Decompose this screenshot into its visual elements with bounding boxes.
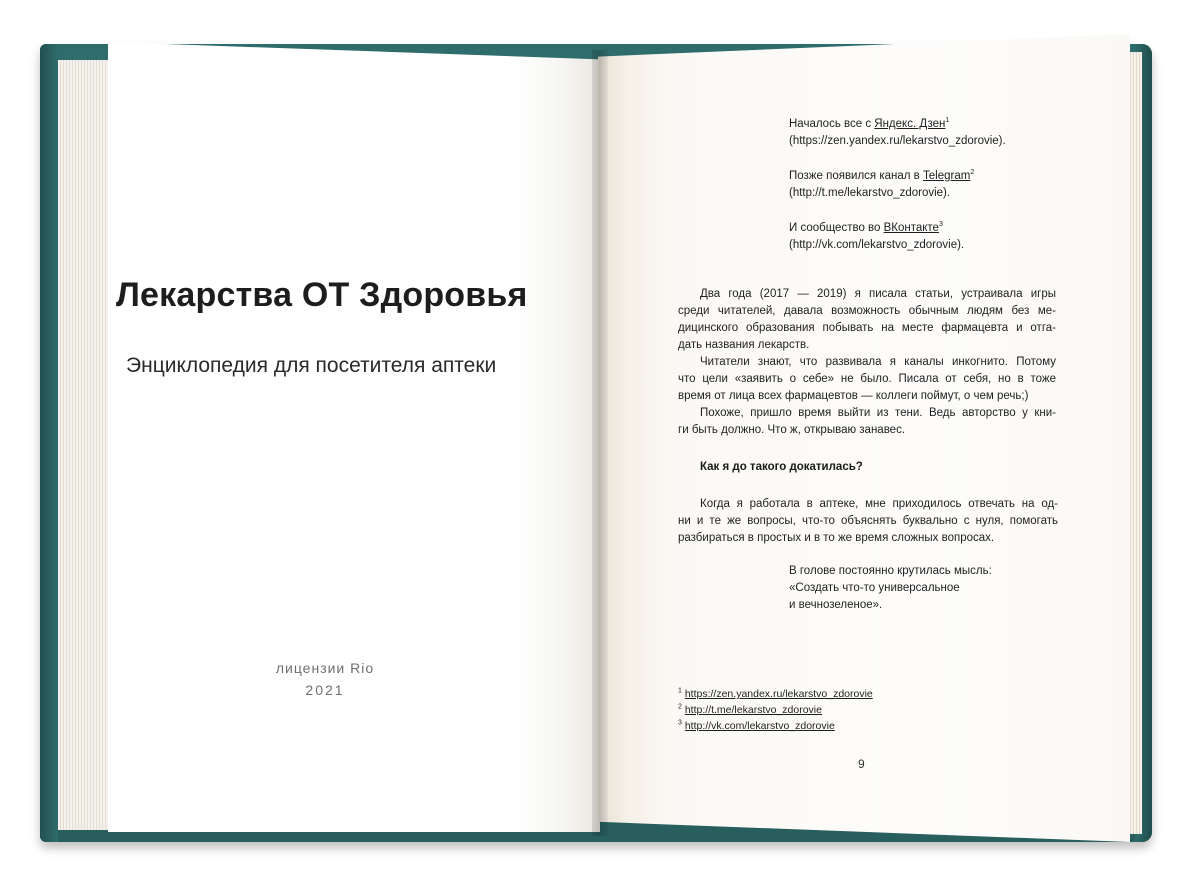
footnote-link-1[interactable]: https://zen.yandex.ru/lekarstvo_zdorovie [684,688,873,700]
book-title: Лекарства ОТ Здоровья [116,276,528,314]
book-year: 2021 [305,682,345,698]
intro-item-telegram [789,168,1049,202]
body-paragraph-4 [678,496,1058,547]
text-line: дицинского образования побывать на месте фармацевта и отга- [678,322,1056,334]
quote-line: «Создать что-то универсальное [789,582,960,594]
intro-url: (http://vk.com/lekarstvo_zdorovie). [789,239,965,251]
quote-block [789,563,1049,614]
body-paragraph-3 [678,405,1056,439]
footnote-link-2[interactable]: http://t.me/lekarstvo_zdorovie [684,704,822,716]
intro-prefix: Позже появился канал в [789,170,923,182]
right-page-stack [1128,52,1142,834]
body-paragraph-1 [678,286,1056,354]
text-line: время от лица всех фармацевтов — коллеги поймут, о чем речь;) [678,390,1029,402]
footnotes [678,686,938,734]
intro-url: (https://zen.yandex.ru/lekarstvo_zdorovie). [789,135,1006,147]
book-subtitle: Энциклопедия для посетителя аптеки [126,354,497,377]
footnote-ref: 1 [945,117,950,125]
body-paragraph-2 [678,354,1056,405]
text-line: дать названия лекарств. [678,339,810,351]
intro-prefix: Началось все с [789,118,875,130]
footnote-number: 3 [678,719,682,727]
quote-line: В голове постоянно крутилась мысль: [789,565,992,577]
intro-url: (http://t.me/lekarstvo_zdorovie). [789,187,951,199]
link-yandex-zen[interactable]: Яндекс. Дзен [874,118,946,130]
intro-item-vk [789,220,1049,254]
text-line: Когда я работала в аптеке, мне приходилось отвечать на од- [700,498,1058,510]
cover-left-edge [40,44,58,842]
section-heading: Как я до такого докатилась? [700,461,863,473]
intro-prefix: И сообщество во [789,222,884,234]
book-license: лицензии Rio [275,660,375,676]
text-line: что цели «заявить о себе» не было. Писала от себя, но в тоже [678,373,1056,385]
page-number: 9 [858,757,865,771]
text-line: Два года (2017 — 2019) я писала статьи, устраивала игры [700,288,1056,300]
intro-item-zen [789,116,1049,150]
text-line: разбираться в простых и в то же время сложных вопросах. [678,532,995,544]
footnote-number: 2 [678,703,682,711]
footnote-ref: 3 [938,221,943,229]
footnote-ref: 2 [970,169,975,177]
text-line: Читатели знают, что развивала я каналы инкогнито. Потому [700,356,1056,368]
book-gutter [592,50,608,836]
link-telegram[interactable]: Telegram [923,170,971,182]
text-line: ги быть должно. Что ж, открываю занавес. [678,424,906,436]
text-line: среди читателей, давала возможность обычным людям без ме- [678,305,1056,317]
left-page-stack [58,60,108,830]
text-line: ни и те же вопросы, что-то объяснять буквально с нуля, помогать [678,515,1058,527]
left-page [108,42,600,832]
footnote-number: 1 [678,687,682,695]
footnote-link-3[interactable]: http://vk.com/lekarstvo_zdorovie [684,720,835,732]
link-vkontakte[interactable]: ВКонтакте [883,222,939,234]
quote-line: и вечнозеленое». [789,599,883,611]
text-line: Похоже, пришло время выйти из тени. Ведь авторство у кни- [700,407,1056,419]
